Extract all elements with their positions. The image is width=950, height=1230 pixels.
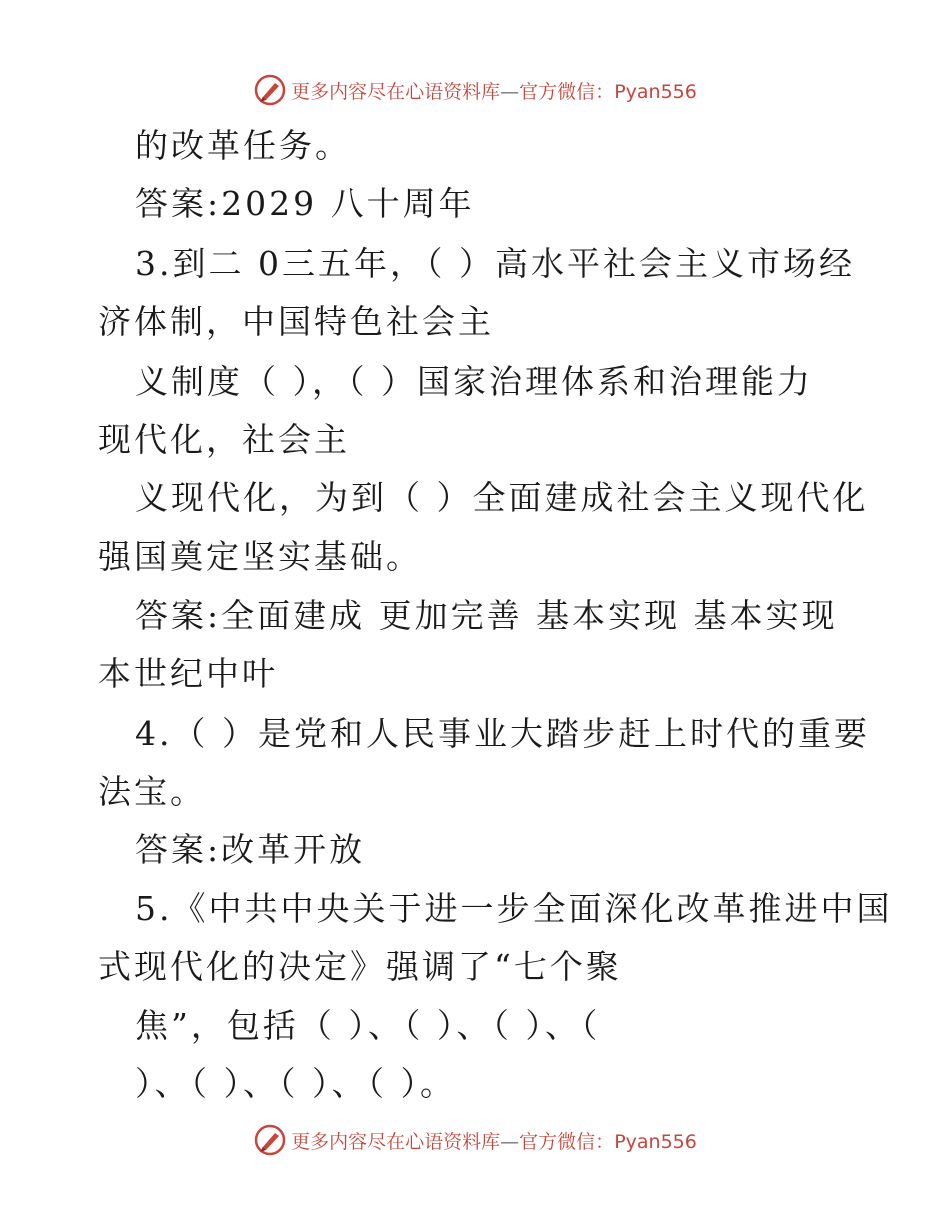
text-line: ）、（ ）、（ ）、（ ）。 [135,1064,456,1103]
answer-line: 答案:全面建成 更加完善 基本实现 基本实现 [135,596,838,635]
text-line: 本世纪中叶 [98,654,278,693]
pen-logo-icon [253,1123,287,1157]
pen-logo-icon [253,73,287,107]
text-line: 义现代化，为到（ ）全面建成社会主义现代化 [135,478,869,517]
header-banner [0,70,950,110]
text-line: 式现代化的决定》强调了“七个聚 [98,947,622,986]
text-line: 法宝。 [98,772,206,811]
text-line: 焦”，包括（ ）、（ ）、（ ）、（ [135,1006,601,1045]
question-line: 3.到二 0三五年，（ ）高水平社会主义市场经 [135,244,855,283]
answer-line: 答案:2029 八十周年 [135,184,475,223]
banner-text: 更多内容尽在心语资料库—官方微信：Pyan556 [291,80,697,103]
text-line: 的改革任务。 [135,126,351,165]
footer-banner [0,1120,950,1160]
text-line: 现代化，社会主 [98,420,350,459]
question-line: 5.《中共中央关于进一步全面深化改革推进中国 [135,889,893,928]
answer-line: 答案:改革开放 [135,830,366,869]
text-line: 义制度（ ），（ ）国家治理体系和治理能力 [135,362,813,401]
text-line: 济体制，中国特色社会主 [98,302,494,341]
question-line: 4.（ ）是党和人民事业大踏步赶上时代的重要 [135,714,870,753]
banner-text: 更多内容尽在心语资料库—官方微信：Pyan556 [291,1130,697,1153]
text-line: 强国奠定坚实基础。 [98,537,422,576]
